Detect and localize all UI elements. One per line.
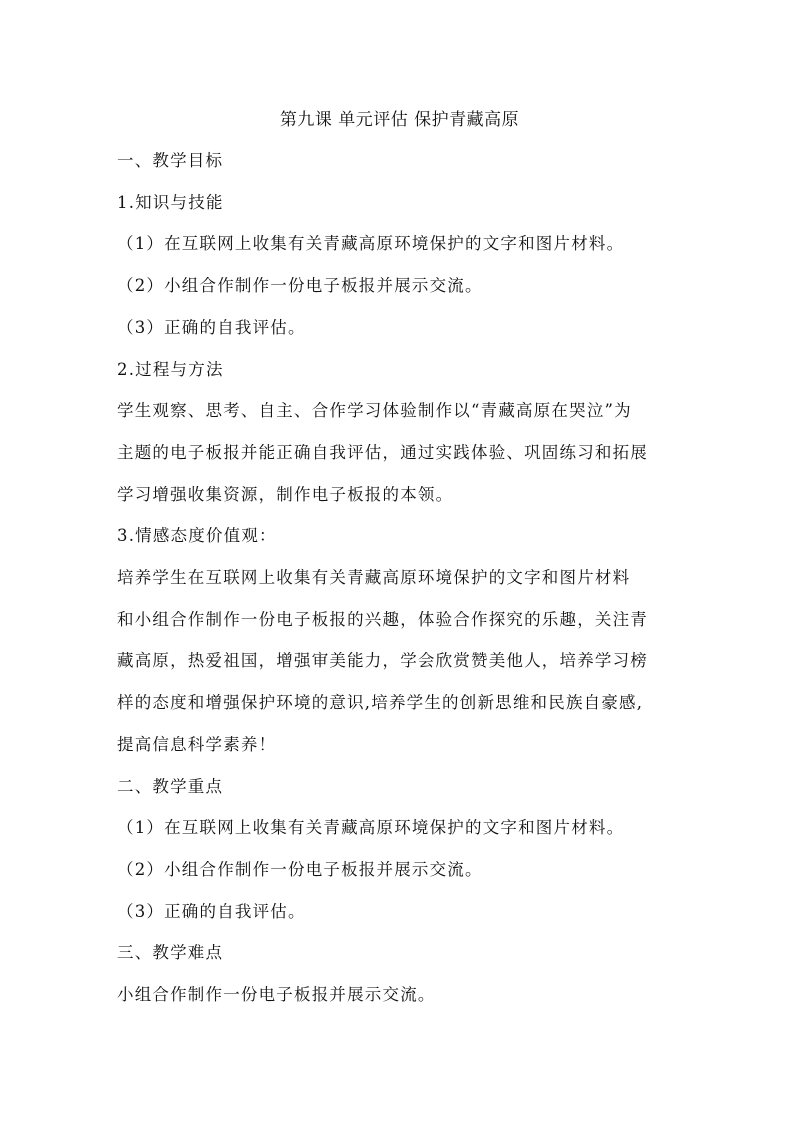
- list-item: （3）正确的自我评估。: [117, 317, 306, 337]
- list-item: （2）小组合作制作一份电子板报并展示交流。: [117, 859, 483, 879]
- paragraph-line: 培养学生在互联网上收集有关青藏高原环境保护的文字和图片材料: [117, 568, 631, 588]
- section-heading-key-points: 二、教学重点: [117, 776, 224, 796]
- list-item: （3）正确的自我评估。: [117, 901, 306, 921]
- paragraph-line: 藏高原，热爱祖国，增强审美能力，学会欣赏赞美他人，培养学习榜: [117, 651, 648, 671]
- paragraph-line: 主题的电子板报并能正确自我评估，通过实践体验、巩固练习和拓展: [117, 442, 648, 462]
- list-item: （2）小组合作制作一份电子板报并展示交流。: [117, 276, 483, 296]
- paragraph-line: 学生观察、思考、自主、合作学习体验制作以“青藏高原在哭泣”为: [117, 401, 632, 421]
- section-heading-difficulties: 三、教学难点: [117, 943, 224, 963]
- list-item: （1）在互联网上收集有关青藏高原环境保护的文字和图片材料。: [117, 234, 625, 254]
- subheading-process-methods: 2.过程与方法: [117, 359, 224, 379]
- paragraph-line: 学习增强收集资源，制作电子板报的本领。: [117, 484, 454, 504]
- document-page: [117, 100, 682, 1016]
- difficulties-text: 小组合作制作一份电子板报并展示交流。: [117, 985, 436, 1005]
- paragraph-emotion-values: [117, 557, 682, 766]
- paragraph-process-methods: [117, 390, 682, 515]
- paragraph-line: 样的态度和增强保护环境的意识,培养学生的创新思维和民族自豪感,: [117, 693, 644, 713]
- section-heading-objectives: 一、教学目标: [117, 151, 224, 170]
- subheading-emotion-values: 3.情感态度价值观：: [117, 526, 277, 546]
- list-item: （1）在互联网上收集有关青藏高原环境保护的文字和图片材料。: [117, 818, 625, 838]
- paragraph-line: 提高信息科学素养！: [117, 734, 277, 754]
- subheading-knowledge-skills: 1.知识与技能: [117, 192, 224, 212]
- document-title: 第九课 单元评估 保护青藏高原: [279, 110, 520, 130]
- paragraph-line: 和小组合作制作一份电子板报的兴趣，体验合作探究的乐趣，关注青: [117, 609, 648, 629]
